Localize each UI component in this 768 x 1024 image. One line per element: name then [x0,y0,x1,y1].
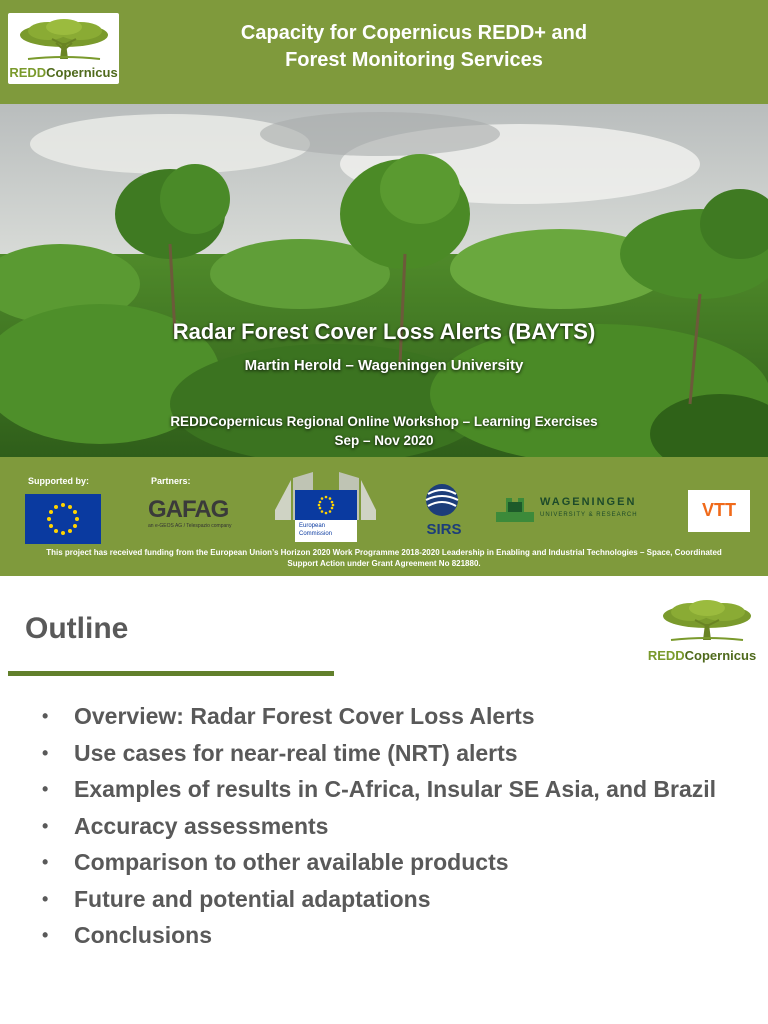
eu-stars-icon [25,494,101,544]
ec-building-icon [273,470,378,522]
redd-copernicus-logo [8,13,119,84]
outline-title: Outline [25,612,129,645]
outline-list [40,700,740,956]
presentation-title: Radar Forest Cover Loss Alerts (BAYTS) [172,319,596,344]
eu-flag-logo [25,494,101,544]
list-item: • Overview: Radar Forest Cover Loss Alerts [42,703,535,729]
list-item: • Conclusions [42,922,213,948]
date-line: Sep – Nov 2020 [334,433,434,448]
list-item: • Accuracy assessments [42,812,329,839]
redd-copernicus-logo-small [645,596,755,666]
wageningen-logo: WAGENINGEN UNIVERSITY & RESEARCH [494,494,664,528]
list-item: • Use cases for near-real time (NRT) alerts [42,739,518,766]
author-line: Martin Herold – Wageningen University [244,357,524,374]
gafag-logo: GAFAG an e-GEOS AG / Telespazio company [148,496,232,529]
logo-text: REDDCopernicus [9,65,118,80]
list-item: • Comparison to other available products [42,849,509,875]
title-underline [8,671,334,676]
partners-label: Partners: [151,476,191,486]
forest-image [0,104,768,457]
funding-statement: This project has received funding from the European Union’s Horizon 2020 Work Programme 2018-2020 Leadership in Enabling and Industrial Technologies – Space, Coordinated Support Action under Grant Agreement No 821880. [46,548,722,568]
tree-icon [645,596,755,646]
supported-by-label: Supported by: [28,476,89,486]
european-commission-logo: European Commission [273,470,378,542]
list-item: • Examples of results in C-Africa, Insular SE Asia, and Brazil [42,776,717,802]
vtt-logo: VTT [688,490,750,532]
header-title: Capacity for Copernicus REDD+ and Forest Monitoring Services [240,22,588,71]
wageningen-mark-icon [494,494,536,524]
list-item: • Future and potential adaptations [42,885,431,912]
forest-canopy-photo [0,104,768,457]
logo-text: REDDCopernicus [647,648,757,663]
sirs-logo: SIRS [414,482,474,538]
event-line: REDDCopernicus Regional Online Workshop – Learning Exercises [170,414,598,429]
sirs-globe-icon [414,482,474,518]
tree-icon [8,13,119,65]
